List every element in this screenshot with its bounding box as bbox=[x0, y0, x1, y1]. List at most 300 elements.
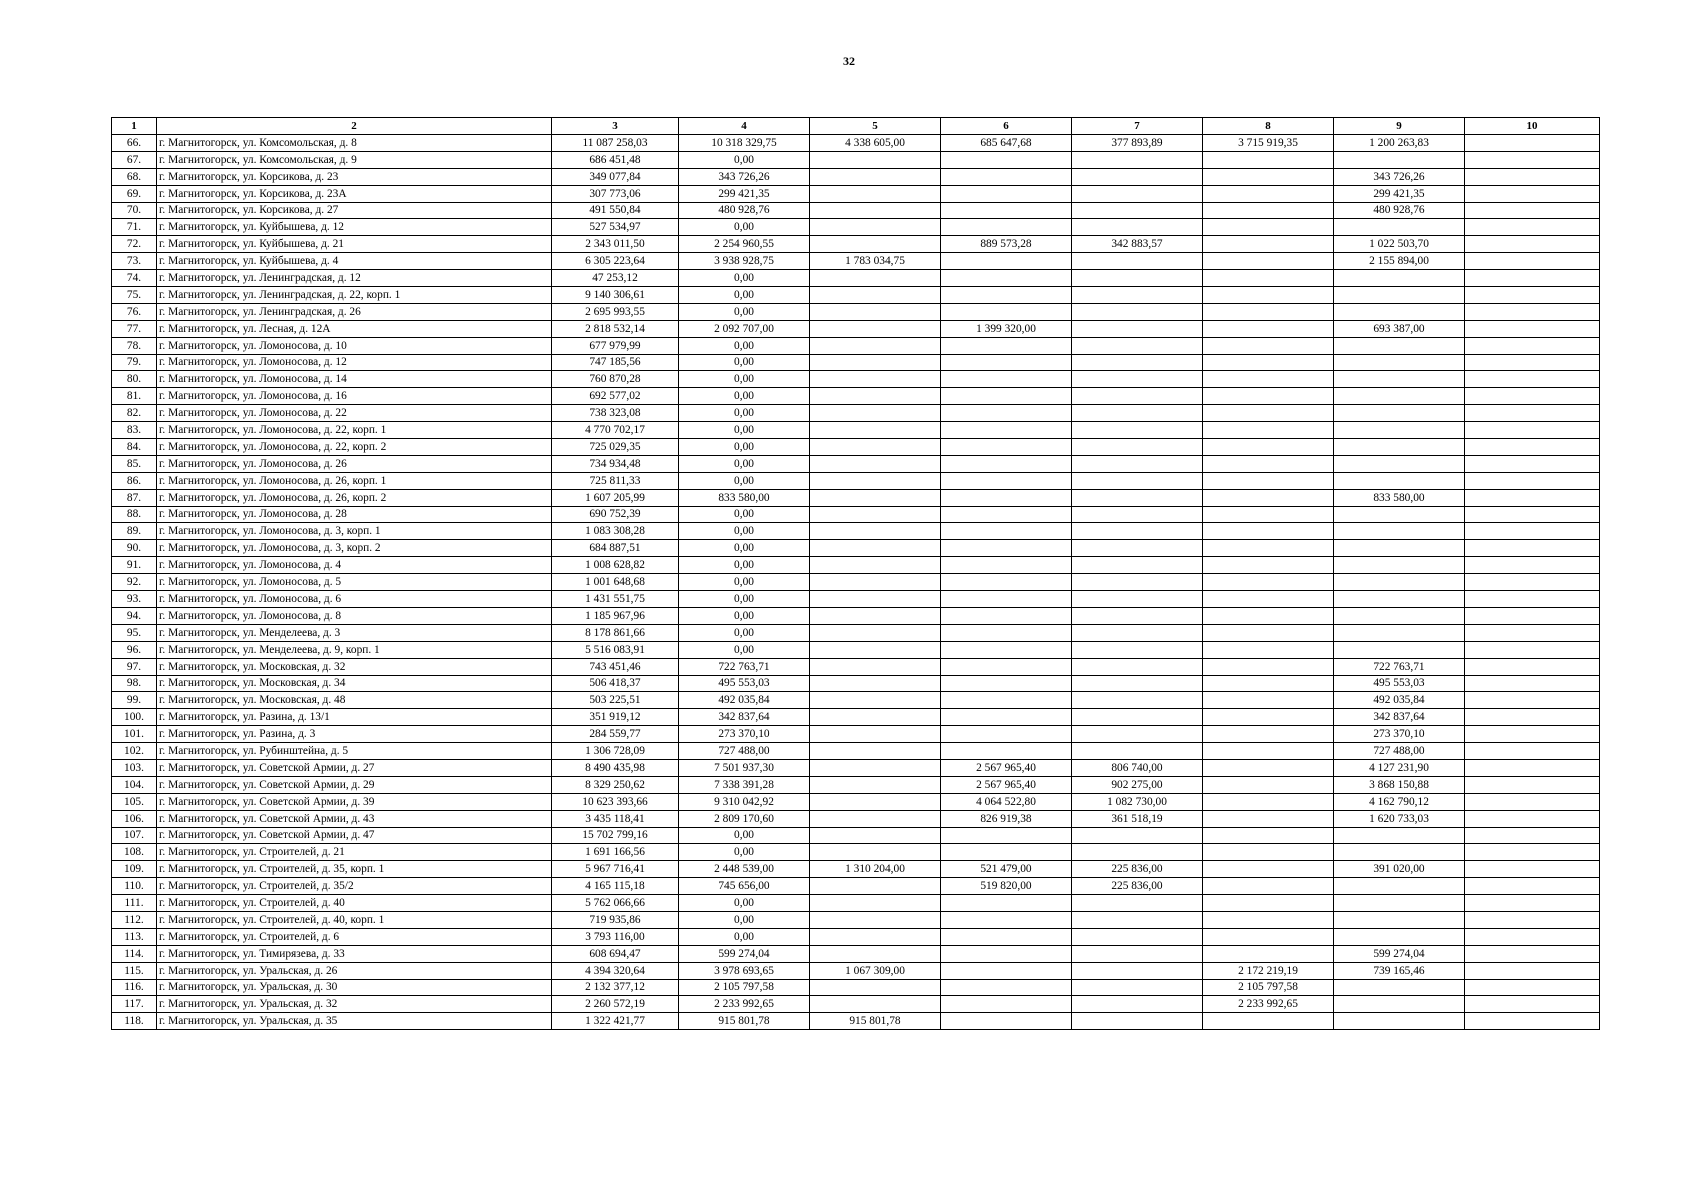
value-cell-col5 bbox=[810, 591, 941, 608]
value-cell-col5 bbox=[810, 320, 941, 337]
value-cell-col6 bbox=[941, 827, 1072, 844]
row-number-cell: 92. bbox=[112, 574, 157, 591]
value-cell-col5 bbox=[810, 692, 941, 709]
value-cell-col6 bbox=[941, 996, 1072, 1013]
row-number-cell: 69. bbox=[112, 185, 157, 202]
value-cell-col10 bbox=[1465, 168, 1600, 185]
table-row bbox=[112, 945, 1600, 962]
table-row bbox=[112, 557, 1600, 574]
value-cell-col6 bbox=[941, 422, 1072, 439]
value-cell-col6 bbox=[941, 574, 1072, 591]
value-cell-col8 bbox=[1203, 675, 1334, 692]
value-cell-col8: 2 105 797,58 bbox=[1203, 979, 1334, 996]
value-cell-col5 bbox=[810, 658, 941, 675]
value-cell-col7 bbox=[1072, 574, 1203, 591]
value-cell-col10 bbox=[1465, 945, 1600, 962]
column-number-header: 2 bbox=[157, 118, 552, 135]
value-cell-col7: 225 836,00 bbox=[1072, 878, 1203, 895]
value-cell-col9 bbox=[1334, 607, 1465, 624]
value-cell-col4: 2 092 707,00 bbox=[679, 320, 810, 337]
value-cell-col4: 0,00 bbox=[679, 574, 810, 591]
value-cell-col9 bbox=[1334, 574, 1465, 591]
address-cell: г. Магнитогорск, ул. Ломоносова, д. 5 bbox=[157, 574, 552, 591]
value-cell-col3: 6 305 223,64 bbox=[552, 253, 679, 270]
value-cell-col3: 743 451,46 bbox=[552, 658, 679, 675]
value-cell-col10 bbox=[1465, 591, 1600, 608]
row-number-cell: 81. bbox=[112, 388, 157, 405]
value-cell-col5 bbox=[810, 489, 941, 506]
value-cell-col9 bbox=[1334, 895, 1465, 912]
value-cell-col5 bbox=[810, 996, 941, 1013]
address-cell: г. Магнитогорск, ул. Куйбышева, д. 21 bbox=[157, 236, 552, 253]
value-cell-col9 bbox=[1334, 996, 1465, 1013]
value-cell-col4: 727 488,00 bbox=[679, 743, 810, 760]
value-cell-col9: 2 155 894,00 bbox=[1334, 253, 1465, 270]
table-row bbox=[112, 168, 1600, 185]
column-number-header: 6 bbox=[941, 118, 1072, 135]
value-cell-col4: 0,00 bbox=[679, 422, 810, 439]
value-cell-col5 bbox=[810, 624, 941, 641]
value-cell-col4: 0,00 bbox=[679, 911, 810, 928]
value-cell-col8: 2 233 992,65 bbox=[1203, 996, 1334, 1013]
value-cell-col9 bbox=[1334, 219, 1465, 236]
column-number-header: 1 bbox=[112, 118, 157, 135]
row-number-cell: 90. bbox=[112, 540, 157, 557]
value-cell-col4: 2 105 797,58 bbox=[679, 979, 810, 996]
value-cell-col9 bbox=[1334, 844, 1465, 861]
value-cell-col5 bbox=[810, 219, 941, 236]
row-number-cell: 116. bbox=[112, 979, 157, 996]
value-cell-col6 bbox=[941, 557, 1072, 574]
value-cell-col3: 3 435 118,41 bbox=[552, 810, 679, 827]
value-cell-col9 bbox=[1334, 388, 1465, 405]
address-cell: г. Магнитогорск, ул. Тимирязева, д. 33 bbox=[157, 945, 552, 962]
value-cell-col9 bbox=[1334, 472, 1465, 489]
address-cell: г. Магнитогорск, ул. Ломоносова, д. 3, корп. 1 bbox=[157, 523, 552, 540]
value-cell-col3: 11 087 258,03 bbox=[552, 135, 679, 152]
row-number-cell: 75. bbox=[112, 287, 157, 304]
value-cell-col4: 0,00 bbox=[679, 371, 810, 388]
value-cell-col6 bbox=[941, 1013, 1072, 1030]
value-cell-col6 bbox=[941, 709, 1072, 726]
row-number-cell: 108. bbox=[112, 844, 157, 861]
row-number-cell: 78. bbox=[112, 337, 157, 354]
value-cell-col7 bbox=[1072, 523, 1203, 540]
value-cell-col3: 15 702 799,16 bbox=[552, 827, 679, 844]
value-cell-col10 bbox=[1465, 236, 1600, 253]
row-number-cell: 68. bbox=[112, 168, 157, 185]
value-cell-col3: 1 607 205,99 bbox=[552, 489, 679, 506]
table-row bbox=[112, 726, 1600, 743]
table-row bbox=[112, 692, 1600, 709]
value-cell-col10 bbox=[1465, 439, 1600, 456]
value-cell-col10 bbox=[1465, 303, 1600, 320]
value-cell-col9: 599 274,04 bbox=[1334, 945, 1465, 962]
value-cell-col9: 739 165,46 bbox=[1334, 962, 1465, 979]
value-cell-col5 bbox=[810, 928, 941, 945]
value-cell-col7 bbox=[1072, 320, 1203, 337]
value-cell-col10 bbox=[1465, 557, 1600, 574]
address-cell: г. Магнитогорск, ул. Ломоносова, д. 10 bbox=[157, 337, 552, 354]
value-cell-col8 bbox=[1203, 219, 1334, 236]
value-cell-col7 bbox=[1072, 607, 1203, 624]
value-cell-col8 bbox=[1203, 168, 1334, 185]
value-cell-col8 bbox=[1203, 607, 1334, 624]
value-cell-col6 bbox=[941, 692, 1072, 709]
value-cell-col3: 684 887,51 bbox=[552, 540, 679, 557]
value-cell-col6 bbox=[941, 523, 1072, 540]
row-number-cell: 112. bbox=[112, 911, 157, 928]
table-row bbox=[112, 878, 1600, 895]
table-row bbox=[112, 709, 1600, 726]
value-cell-col8 bbox=[1203, 624, 1334, 641]
table-row bbox=[112, 270, 1600, 287]
row-number-cell: 103. bbox=[112, 759, 157, 776]
value-cell-col4: 10 318 329,75 bbox=[679, 135, 810, 152]
value-cell-col8 bbox=[1203, 185, 1334, 202]
value-cell-col3: 8 329 250,62 bbox=[552, 776, 679, 793]
value-cell-col10 bbox=[1465, 354, 1600, 371]
table-row bbox=[112, 202, 1600, 219]
address-cell: г. Магнитогорск, ул. Строителей, д. 40 bbox=[157, 895, 552, 912]
address-cell: г. Магнитогорск, ул. Ломоносова, д. 22, корп. 2 bbox=[157, 439, 552, 456]
value-cell-col7 bbox=[1072, 371, 1203, 388]
value-cell-col3: 506 418,37 bbox=[552, 675, 679, 692]
value-cell-col10 bbox=[1465, 489, 1600, 506]
value-cell-col7 bbox=[1072, 287, 1203, 304]
value-cell-col5 bbox=[810, 151, 941, 168]
table-row bbox=[112, 337, 1600, 354]
value-cell-col5: 915 801,78 bbox=[810, 1013, 941, 1030]
value-cell-col3: 1 083 308,28 bbox=[552, 523, 679, 540]
table-row bbox=[112, 506, 1600, 523]
table-row bbox=[112, 253, 1600, 270]
value-cell-col4: 0,00 bbox=[679, 557, 810, 574]
value-cell-col10 bbox=[1465, 827, 1600, 844]
value-cell-col9 bbox=[1334, 422, 1465, 439]
value-cell-col9: 273 370,10 bbox=[1334, 726, 1465, 743]
address-cell: г. Магнитогорск, ул. Куйбышева, д. 4 bbox=[157, 253, 552, 270]
value-cell-col8 bbox=[1203, 202, 1334, 219]
value-cell-col7 bbox=[1072, 168, 1203, 185]
value-cell-col6 bbox=[941, 185, 1072, 202]
value-cell-col6 bbox=[941, 607, 1072, 624]
value-cell-col4: 915 801,78 bbox=[679, 1013, 810, 1030]
value-cell-col5 bbox=[810, 878, 941, 895]
value-cell-col10 bbox=[1465, 810, 1600, 827]
value-cell-col3: 2 818 532,14 bbox=[552, 320, 679, 337]
value-cell-col9 bbox=[1334, 911, 1465, 928]
value-cell-col3: 686 451,48 bbox=[552, 151, 679, 168]
row-number-cell: 93. bbox=[112, 591, 157, 608]
row-number-cell: 117. bbox=[112, 996, 157, 1013]
value-cell-col6 bbox=[941, 371, 1072, 388]
address-cell: г. Магнитогорск, ул. Корсикова, д. 23 bbox=[157, 168, 552, 185]
address-cell: г. Магнитогорск, ул. Куйбышева, д. 12 bbox=[157, 219, 552, 236]
value-cell-col7 bbox=[1072, 996, 1203, 1013]
table-row bbox=[112, 185, 1600, 202]
value-cell-col8 bbox=[1203, 540, 1334, 557]
value-cell-col5 bbox=[810, 439, 941, 456]
value-cell-col3: 8 178 861,66 bbox=[552, 624, 679, 641]
value-cell-col4: 480 928,76 bbox=[679, 202, 810, 219]
value-cell-col4: 3 938 928,75 bbox=[679, 253, 810, 270]
registry-table bbox=[111, 117, 1600, 1030]
value-cell-col7 bbox=[1072, 726, 1203, 743]
table-row bbox=[112, 895, 1600, 912]
value-cell-col3: 5 967 716,41 bbox=[552, 861, 679, 878]
value-cell-col3: 738 323,08 bbox=[552, 405, 679, 422]
value-cell-col10 bbox=[1465, 844, 1600, 861]
value-cell-col5 bbox=[810, 523, 941, 540]
value-cell-col6: 826 919,38 bbox=[941, 810, 1072, 827]
value-cell-col10 bbox=[1465, 219, 1600, 236]
value-cell-col9 bbox=[1334, 354, 1465, 371]
value-cell-col6 bbox=[941, 506, 1072, 523]
value-cell-col6 bbox=[941, 895, 1072, 912]
value-cell-col9 bbox=[1334, 979, 1465, 996]
value-cell-col3: 2 695 993,55 bbox=[552, 303, 679, 320]
address-cell: г. Магнитогорск, ул. Ломоносова, д. 22, корп. 1 bbox=[157, 422, 552, 439]
row-number-cell: 97. bbox=[112, 658, 157, 675]
value-cell-col3: 1 691 166,56 bbox=[552, 844, 679, 861]
value-cell-col5 bbox=[810, 844, 941, 861]
value-cell-col5 bbox=[810, 202, 941, 219]
value-cell-col4: 0,00 bbox=[679, 337, 810, 354]
value-cell-col4: 0,00 bbox=[679, 472, 810, 489]
value-cell-col10 bbox=[1465, 895, 1600, 912]
value-cell-col7 bbox=[1072, 506, 1203, 523]
value-cell-col9 bbox=[1334, 523, 1465, 540]
value-cell-col3: 47 253,12 bbox=[552, 270, 679, 287]
value-cell-col4: 2 233 992,65 bbox=[679, 996, 810, 1013]
value-cell-col6 bbox=[941, 270, 1072, 287]
row-number-cell: 96. bbox=[112, 641, 157, 658]
value-cell-col4: 0,00 bbox=[679, 219, 810, 236]
value-cell-col8 bbox=[1203, 743, 1334, 760]
value-cell-col9: 4 162 790,12 bbox=[1334, 793, 1465, 810]
value-cell-col8 bbox=[1203, 287, 1334, 304]
table-row bbox=[112, 658, 1600, 675]
value-cell-col8 bbox=[1203, 523, 1334, 540]
table-row bbox=[112, 911, 1600, 928]
value-cell-col9: 480 928,76 bbox=[1334, 202, 1465, 219]
address-cell: г. Магнитогорск, ул. Разина, д. 13/1 bbox=[157, 709, 552, 726]
column-number-header: 7 bbox=[1072, 118, 1203, 135]
value-cell-col5 bbox=[810, 979, 941, 996]
value-cell-col3: 1 322 421,77 bbox=[552, 1013, 679, 1030]
row-number-cell: 109. bbox=[112, 861, 157, 878]
value-cell-col9: 1 200 263,83 bbox=[1334, 135, 1465, 152]
value-cell-col5 bbox=[810, 827, 941, 844]
value-cell-col6 bbox=[941, 743, 1072, 760]
value-cell-col5 bbox=[810, 472, 941, 489]
value-cell-col5 bbox=[810, 422, 941, 439]
value-cell-col4: 0,00 bbox=[679, 523, 810, 540]
value-cell-col9 bbox=[1334, 827, 1465, 844]
value-cell-col10 bbox=[1465, 776, 1600, 793]
value-cell-col3: 9 140 306,61 bbox=[552, 287, 679, 304]
value-cell-col8 bbox=[1203, 641, 1334, 658]
value-cell-col8 bbox=[1203, 759, 1334, 776]
value-cell-col3: 4 394 320,64 bbox=[552, 962, 679, 979]
value-cell-col4: 2 254 960,55 bbox=[679, 236, 810, 253]
value-cell-col4: 0,00 bbox=[679, 928, 810, 945]
value-cell-col4: 3 978 693,65 bbox=[679, 962, 810, 979]
value-cell-col8 bbox=[1203, 557, 1334, 574]
row-number-cell: 99. bbox=[112, 692, 157, 709]
value-cell-col9 bbox=[1334, 439, 1465, 456]
value-cell-col3: 1 185 967,96 bbox=[552, 607, 679, 624]
row-number-cell: 83. bbox=[112, 422, 157, 439]
value-cell-col3: 719 935,86 bbox=[552, 911, 679, 928]
value-cell-col8 bbox=[1203, 810, 1334, 827]
value-cell-col9: 299 421,35 bbox=[1334, 185, 1465, 202]
address-cell: г. Магнитогорск, ул. Московская, д. 32 bbox=[157, 658, 552, 675]
row-number-cell: 118. bbox=[112, 1013, 157, 1030]
value-cell-col10 bbox=[1465, 996, 1600, 1013]
value-cell-col10 bbox=[1465, 506, 1600, 523]
value-cell-col7 bbox=[1072, 219, 1203, 236]
value-cell-col6: 685 647,68 bbox=[941, 135, 1072, 152]
table-row bbox=[112, 236, 1600, 253]
value-cell-col8 bbox=[1203, 472, 1334, 489]
value-cell-col10 bbox=[1465, 337, 1600, 354]
value-cell-col5 bbox=[810, 354, 941, 371]
value-cell-col9: 1 620 733,03 bbox=[1334, 810, 1465, 827]
value-cell-col8 bbox=[1203, 692, 1334, 709]
value-cell-col4: 492 035,84 bbox=[679, 692, 810, 709]
value-cell-col7 bbox=[1072, 979, 1203, 996]
value-cell-col8: 3 715 919,35 bbox=[1203, 135, 1334, 152]
address-cell: г. Магнитогорск, ул. Ломоносова, д. 26, корп. 1 bbox=[157, 472, 552, 489]
row-number-cell: 106. bbox=[112, 810, 157, 827]
value-cell-col4: 342 837,64 bbox=[679, 709, 810, 726]
value-cell-col6 bbox=[941, 658, 1072, 675]
value-cell-col10 bbox=[1465, 1013, 1600, 1030]
value-cell-col5: 1 067 309,00 bbox=[810, 962, 941, 979]
value-cell-col10 bbox=[1465, 151, 1600, 168]
value-cell-col8 bbox=[1203, 303, 1334, 320]
value-cell-col4: 0,00 bbox=[679, 151, 810, 168]
address-cell: г. Магнитогорск, ул. Уральская, д. 32 bbox=[157, 996, 552, 1013]
table-row bbox=[112, 489, 1600, 506]
value-cell-col10 bbox=[1465, 962, 1600, 979]
value-cell-col8 bbox=[1203, 574, 1334, 591]
table-row bbox=[112, 540, 1600, 557]
value-cell-col5 bbox=[810, 388, 941, 405]
value-cell-col10 bbox=[1465, 253, 1600, 270]
value-cell-col8 bbox=[1203, 270, 1334, 287]
row-number-cell: 111. bbox=[112, 895, 157, 912]
address-cell: г. Магнитогорск, ул. Строителей, д. 21 bbox=[157, 844, 552, 861]
column-number-header-row bbox=[112, 118, 1600, 135]
value-cell-col5 bbox=[810, 895, 941, 912]
row-number-cell: 114. bbox=[112, 945, 157, 962]
value-cell-col6 bbox=[941, 844, 1072, 861]
value-cell-col8 bbox=[1203, 878, 1334, 895]
row-number-cell: 115. bbox=[112, 962, 157, 979]
value-cell-col7 bbox=[1072, 270, 1203, 287]
table-row bbox=[112, 962, 1600, 979]
value-cell-col8 bbox=[1203, 455, 1334, 472]
row-number-cell: 74. bbox=[112, 270, 157, 287]
column-number-header: 3 bbox=[552, 118, 679, 135]
value-cell-col4: 0,00 bbox=[679, 270, 810, 287]
value-cell-col7 bbox=[1072, 337, 1203, 354]
value-cell-col7 bbox=[1072, 354, 1203, 371]
address-cell: г. Магнитогорск, ул. Советской Армии, д. 43 bbox=[157, 810, 552, 827]
value-cell-col9 bbox=[1334, 371, 1465, 388]
row-number-cell: 107. bbox=[112, 827, 157, 844]
address-cell: г. Магнитогорск, ул. Корсикова, д. 23А bbox=[157, 185, 552, 202]
value-cell-col5 bbox=[810, 270, 941, 287]
value-cell-col4: 0,00 bbox=[679, 895, 810, 912]
table-row bbox=[112, 371, 1600, 388]
table-row bbox=[112, 996, 1600, 1013]
value-cell-col9 bbox=[1334, 455, 1465, 472]
value-cell-col7 bbox=[1072, 743, 1203, 760]
value-cell-col4: 299 421,35 bbox=[679, 185, 810, 202]
value-cell-col5 bbox=[810, 726, 941, 743]
value-cell-col10 bbox=[1465, 574, 1600, 591]
value-cell-col6: 889 573,28 bbox=[941, 236, 1072, 253]
value-cell-col4: 9 310 042,92 bbox=[679, 793, 810, 810]
value-cell-col10 bbox=[1465, 135, 1600, 152]
value-cell-col5 bbox=[810, 607, 941, 624]
row-number-cell: 66. bbox=[112, 135, 157, 152]
address-cell: г. Магнитогорск, ул. Уральская, д. 30 bbox=[157, 979, 552, 996]
value-cell-col4: 0,00 bbox=[679, 591, 810, 608]
value-cell-col6 bbox=[941, 455, 1072, 472]
row-number-cell: 86. bbox=[112, 472, 157, 489]
table-row bbox=[112, 455, 1600, 472]
value-cell-col3: 2 343 011,50 bbox=[552, 236, 679, 253]
row-number-cell: 113. bbox=[112, 928, 157, 945]
address-cell: г. Магнитогорск, ул. Лесная, д. 12А bbox=[157, 320, 552, 337]
row-number-cell: 102. bbox=[112, 743, 157, 760]
table-row bbox=[112, 675, 1600, 692]
row-number-cell: 87. bbox=[112, 489, 157, 506]
row-number-cell: 100. bbox=[112, 709, 157, 726]
value-cell-col7 bbox=[1072, 489, 1203, 506]
value-cell-col3: 491 550,84 bbox=[552, 202, 679, 219]
value-cell-col8 bbox=[1203, 489, 1334, 506]
value-cell-col4: 495 553,03 bbox=[679, 675, 810, 692]
row-number-cell: 70. bbox=[112, 202, 157, 219]
row-number-cell: 95. bbox=[112, 624, 157, 641]
value-cell-col10 bbox=[1465, 388, 1600, 405]
value-cell-col9 bbox=[1334, 270, 1465, 287]
table-row bbox=[112, 574, 1600, 591]
value-cell-col9 bbox=[1334, 405, 1465, 422]
value-cell-col5 bbox=[810, 540, 941, 557]
value-cell-col4: 599 274,04 bbox=[679, 945, 810, 962]
value-cell-col6 bbox=[941, 962, 1072, 979]
value-cell-col4: 2 448 539,00 bbox=[679, 861, 810, 878]
value-cell-col3: 284 559,77 bbox=[552, 726, 679, 743]
value-cell-col3: 1 008 628,82 bbox=[552, 557, 679, 574]
value-cell-col7 bbox=[1072, 557, 1203, 574]
value-cell-col7 bbox=[1072, 641, 1203, 658]
value-cell-col3: 527 534,97 bbox=[552, 219, 679, 236]
value-cell-col8 bbox=[1203, 439, 1334, 456]
value-cell-col10 bbox=[1465, 726, 1600, 743]
value-cell-col6 bbox=[941, 911, 1072, 928]
table-row bbox=[112, 793, 1600, 810]
value-cell-col8 bbox=[1203, 1013, 1334, 1030]
table-row bbox=[112, 591, 1600, 608]
